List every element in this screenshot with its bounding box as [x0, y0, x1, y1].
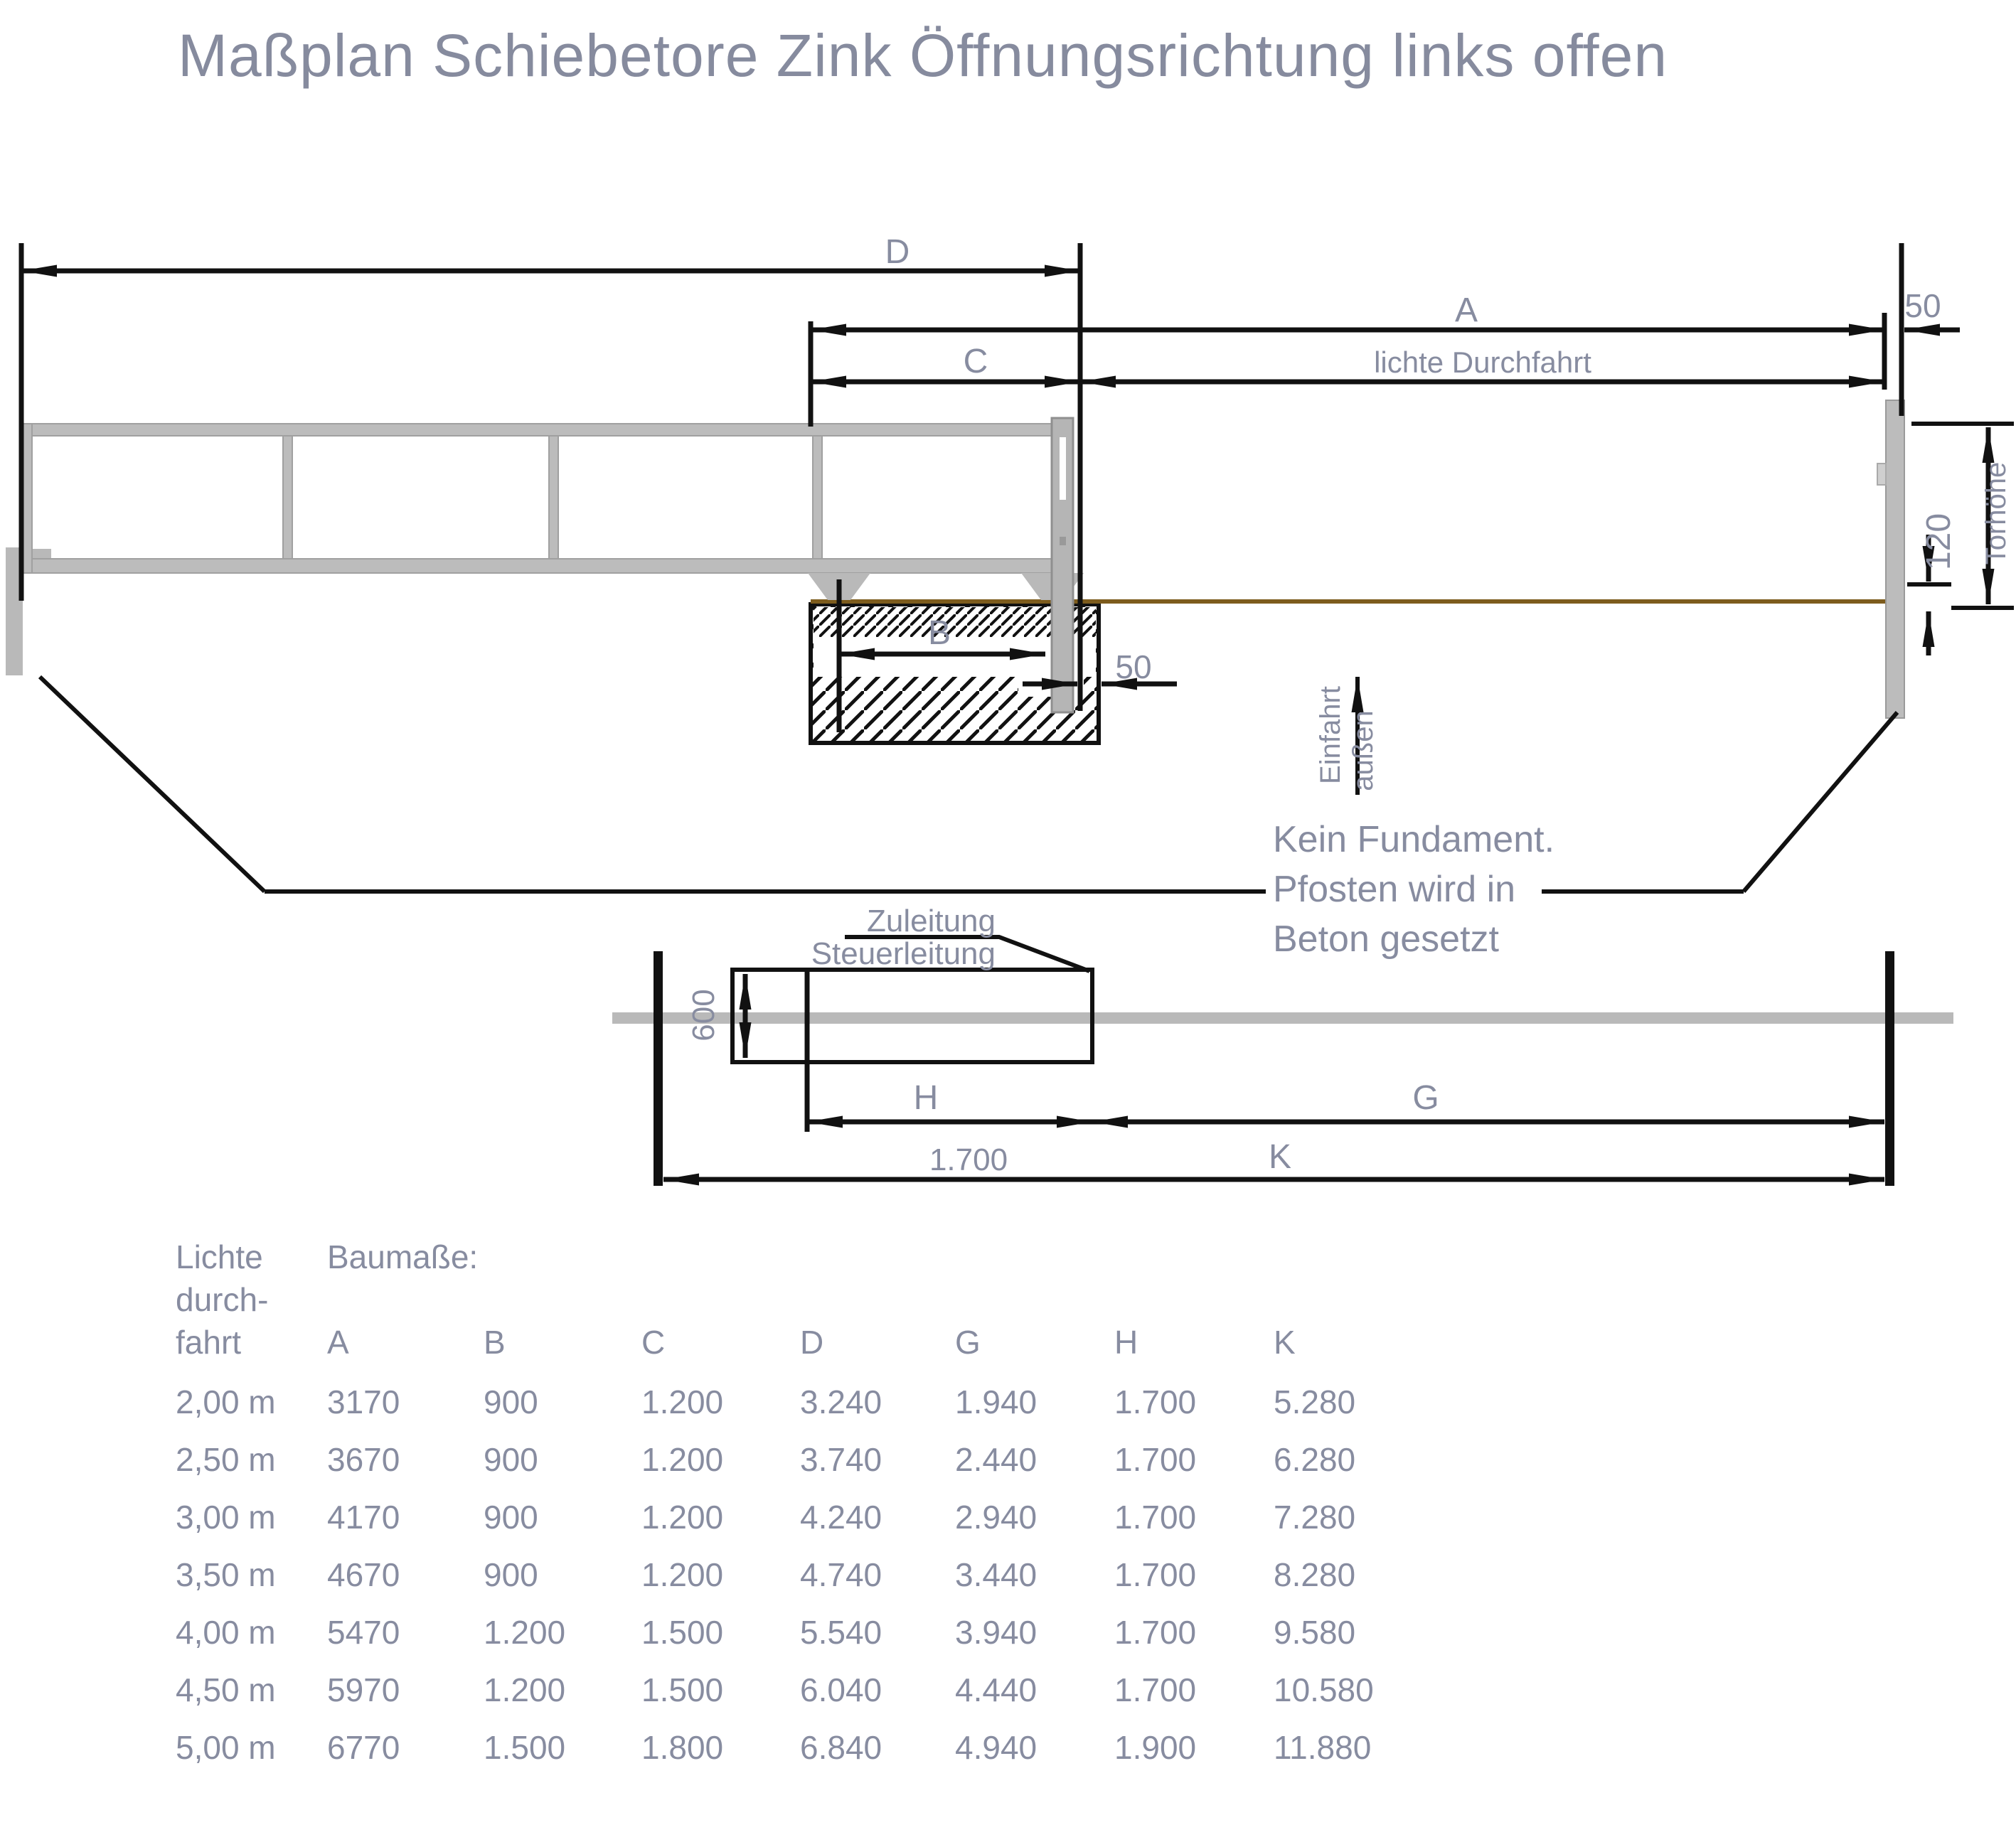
value-g: 4.440: [955, 1671, 1038, 1708]
value-d: 6.840: [800, 1729, 882, 1766]
row-label: 4,50 m: [176, 1671, 276, 1708]
label-gate-height: Torhöhe: [1980, 461, 2012, 565]
left-post-plan: [654, 951, 663, 1186]
table-row: [176, 1431, 1444, 1489]
gate-mullion: [283, 436, 292, 559]
column-header-h: H: [1114, 1324, 1138, 1361]
value-c: 1.200: [641, 1499, 724, 1536]
value-a: 4670: [327, 1556, 400, 1593]
label-dim-g: G: [1412, 1079, 1439, 1117]
column-header-a: A: [327, 1324, 349, 1361]
row-label: 2,00 m: [176, 1383, 276, 1420]
note-line: Pfosten wird in: [1273, 869, 1516, 910]
gate-bottom-rail: [21, 559, 1073, 573]
column-header-k: K: [1274, 1324, 1296, 1361]
value-c: 1.500: [641, 1614, 724, 1651]
value-k: 9.580: [1274, 1614, 1356, 1651]
foundation-note: [1273, 815, 1554, 964]
value-a: 5970: [327, 1671, 400, 1708]
value-a: 3170: [327, 1383, 400, 1420]
label-dim-b: B: [927, 614, 951, 652]
value-b: 900: [484, 1499, 538, 1536]
label-dim-1700: 1.700: [929, 1142, 1008, 1177]
col1-header-line3: fahrt: [176, 1324, 242, 1361]
label-entrance-word2: außen: [1348, 710, 1379, 791]
value-h: 1.700: [1114, 1671, 1197, 1708]
value-h: 1.700: [1114, 1556, 1197, 1593]
value-c: 1.200: [641, 1556, 724, 1593]
page-title: Maßplan Schiebetore Zink Öffnungsrichtung links offen: [178, 22, 1668, 89]
value-k: 6.280: [1274, 1441, 1356, 1478]
value-b: 900: [484, 1383, 538, 1420]
table-row: [176, 1374, 1444, 1431]
value-b: 1.200: [484, 1614, 566, 1651]
value-k: 8.280: [1274, 1556, 1356, 1593]
table-row: [176, 1604, 1444, 1661]
column-header-d: D: [800, 1324, 824, 1361]
table-row: [176, 1719, 1444, 1777]
label-entrance-word1: Einfahrt: [1315, 686, 1346, 784]
receiving-post: [1877, 400, 1904, 718]
table-row: [176, 1546, 1444, 1604]
label-dim-50-bottom: 50: [1115, 648, 1152, 685]
value-h: 1.700: [1114, 1499, 1197, 1536]
value-g: 3.440: [955, 1556, 1038, 1593]
value-k: 10.580: [1274, 1671, 1374, 1708]
value-b: 900: [484, 1441, 538, 1478]
value-a: 6770: [327, 1729, 400, 1766]
col1-header-line1: Lichte: [176, 1238, 263, 1275]
latch-catch: [1877, 464, 1886, 485]
label-dim-a: A: [1454, 291, 1478, 329]
value-k: 7.280: [1274, 1499, 1356, 1536]
value-k: 11.880: [1274, 1729, 1372, 1766]
table-header-row-3: [176, 1321, 1444, 1364]
value-d: 6.040: [800, 1671, 882, 1708]
value-c: 1.200: [641, 1441, 724, 1478]
value-d: 3.740: [800, 1441, 882, 1478]
leader-diagonal-left: [40, 677, 265, 892]
value-g: 4.940: [955, 1729, 1038, 1766]
value-g: 1.940: [955, 1383, 1038, 1420]
note-line: Beton gesetzt: [1273, 919, 1499, 960]
value-g: 3.940: [955, 1614, 1038, 1651]
value-g: 2.440: [955, 1441, 1038, 1478]
table-row: [176, 1661, 1444, 1719]
value-a: 4170: [327, 1499, 400, 1536]
value-b: 1.500: [484, 1729, 566, 1766]
value-h: 1.900: [1114, 1729, 1197, 1766]
end-post-slot: [1060, 437, 1066, 500]
value-d: 4.240: [800, 1499, 882, 1536]
row-label: 3,50 m: [176, 1556, 276, 1593]
value-h: 1.700: [1114, 1441, 1197, 1478]
value-c: 1.800: [641, 1729, 724, 1766]
label-dim-50-top: 50: [1904, 287, 1941, 324]
row-label: 3,00 m: [176, 1499, 276, 1536]
gate-mullion: [813, 436, 822, 559]
col1-header-line2: durch-: [176, 1281, 269, 1318]
table-header-row-2: [176, 1278, 1444, 1321]
label-dim-120: 120: [1920, 513, 1958, 571]
gate-mullion: [549, 436, 558, 559]
value-h: 1.700: [1114, 1383, 1197, 1420]
value-k: 5.280: [1274, 1383, 1356, 1420]
row-label: 2,50 m: [176, 1441, 276, 1478]
label-dim-k: K: [1268, 1138, 1292, 1176]
note-line: Kein Fundament.: [1273, 819, 1555, 860]
label-supply-line: Zuleitung: [866, 904, 996, 938]
value-a: 3670: [327, 1441, 400, 1478]
table-row: [176, 1489, 1444, 1546]
right-post-plan: [1885, 951, 1894, 1186]
label-control-line: Steuerleitung: [811, 936, 996, 971]
value-g: 2.940: [955, 1499, 1038, 1536]
label-dim-d: D: [885, 233, 910, 271]
dimension-table: [176, 1236, 1444, 1777]
column-header-c: C: [641, 1324, 666, 1361]
label-dim-h: H: [913, 1079, 939, 1117]
row-label: 4,00 m: [176, 1614, 276, 1651]
value-d: 4.740: [800, 1556, 882, 1593]
table-header-row-1: [176, 1236, 1444, 1278]
label-dim-600: 600: [686, 989, 721, 1042]
value-c: 1.500: [641, 1671, 724, 1708]
value-d: 3.240: [800, 1383, 882, 1420]
value-a: 5470: [327, 1614, 400, 1651]
value-c: 1.200: [641, 1383, 724, 1420]
track-band-plan: [612, 1012, 1953, 1024]
value-b: 1.200: [484, 1671, 566, 1708]
label-clear-passage: lichte Durchfahrt: [1374, 346, 1591, 379]
value-b: 900: [484, 1556, 538, 1593]
value-h: 1.700: [1114, 1614, 1197, 1651]
value-d: 5.540: [800, 1614, 882, 1651]
label-dim-c: C: [963, 343, 988, 380]
gate-top-rail: [21, 424, 1073, 436]
column-header-g: G: [955, 1324, 981, 1361]
build-dims-label: Baumaße:: [327, 1238, 479, 1275]
row-label: 5,00 m: [176, 1729, 276, 1766]
leader-diagonal-right: [1744, 712, 1897, 892]
column-header-b: B: [484, 1324, 506, 1361]
